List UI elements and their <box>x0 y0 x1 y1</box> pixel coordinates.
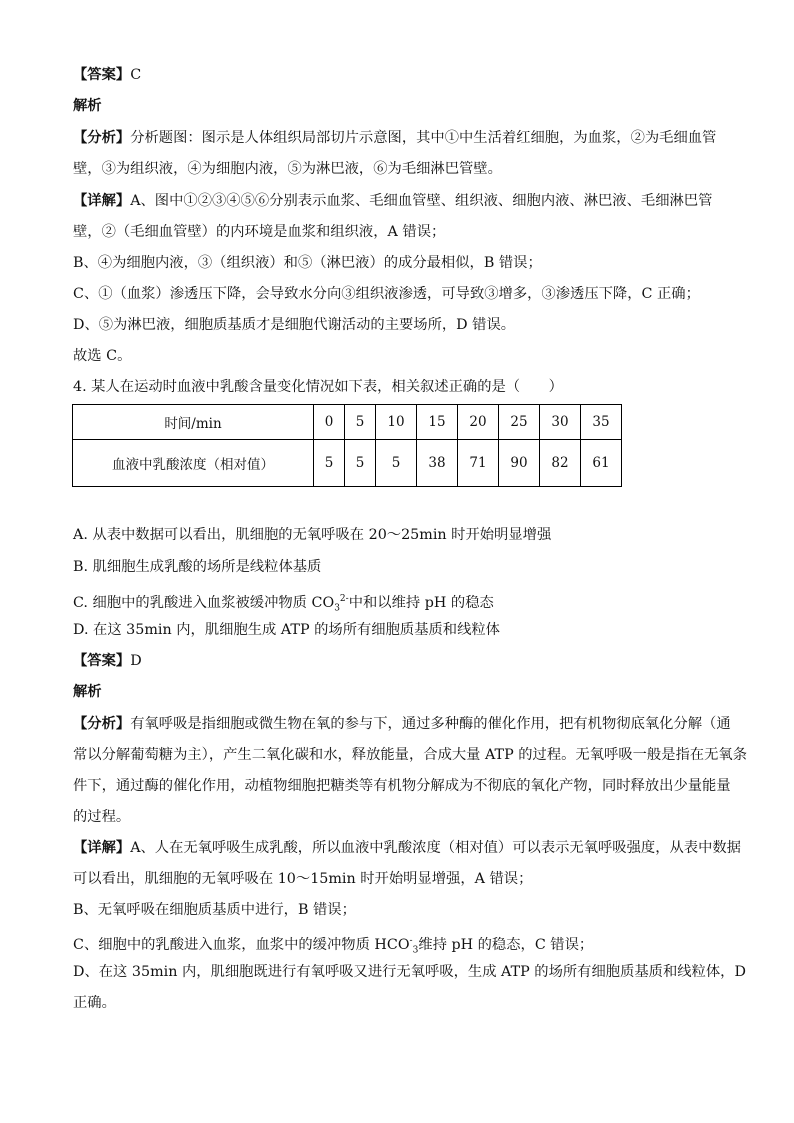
explain-c-text-end: 维持 pH 的稳态，C 错误； <box>418 936 594 953</box>
xiangjie-text: A、人在无氧呼吸生成乳酸，所以血液中乳酸浓度（相对值）可以表示无氧呼吸强度，从表中数据 <box>130 840 741 856</box>
fenxi-tag: 【分析】 <box>73 716 131 732</box>
option-c-subscript: 3 <box>334 603 340 614</box>
table-cell: 5 <box>314 440 345 487</box>
table-row-time <box>73 405 622 440</box>
fenxi-line2-q4: 常以分解葡萄糖为主），产生二氧化碳和水，释放能量，合成大量 ATP 的过程。无氧呼吸一般是指在无氧条 <box>73 747 747 763</box>
explain-b-q3: B、④为细胞内液，③（组织液）和⑤（淋巴液）的成分最相似，B 错误； <box>73 255 542 271</box>
table-cell: 25 <box>499 405 540 440</box>
table-cell: 71 <box>458 440 499 487</box>
table-cell: 35 <box>581 405 622 440</box>
answer-line-q3 <box>73 65 723 85</box>
fenxi-text: 分析题图：图示是人体组织局部切片示意图，其中①中生活着红细胞，为血浆，②为毛细血管 <box>130 130 717 146</box>
option-a: A. 从表中数据可以看出，肌细胞的无氧呼吸在 20～25min 时开始明显增强 <box>73 527 552 543</box>
option-c-text-end: 中和以维持 pH 的稳态 <box>348 594 494 611</box>
answer-tag: 【答案】 <box>73 653 131 669</box>
option-d: D. 在这 35min 内，肌细胞生成 ATP 的场所有细胞质基质和线粒体 <box>73 622 500 638</box>
explain-c-text: C、细胞中的乳酸进入血浆，血浆中的缓冲物质 HCO <box>73 936 410 953</box>
table-header-time: 时间/min <box>73 405 314 440</box>
table-cell: 38 <box>417 440 458 487</box>
answer-value: D <box>130 653 142 669</box>
table-cell: 82 <box>540 440 581 487</box>
table-cell: 30 <box>540 405 581 440</box>
explain-d2-q4: 正确。 <box>73 995 116 1011</box>
table-row-lactate <box>73 440 622 487</box>
table-cell: 90 <box>499 440 540 487</box>
xiangjie-line2-q3: 壁，②（毛细血管壁）的内环境是血浆和组织液，A 错误； <box>73 224 446 240</box>
explain-d1-q4: D、在这 35min 内，肌细胞既进行有氧呼吸又进行无氧呼吸，生成 ATP 的场所有细胞质基质和线粒体，D <box>73 964 746 980</box>
table-cell: 5 <box>345 405 376 440</box>
explain-c-superscript: - <box>409 936 413 946</box>
explain-b-q4: B、无氧呼吸在细胞质基质中进行，B 错误； <box>73 902 356 918</box>
xiangjie-line1-q3 <box>73 191 723 211</box>
question-stem-q4: 4. 某人在运动时血液中乳酸含量变化情况如下表，相关叙述正确的是（ ） <box>73 379 563 395</box>
option-c-text: C. 细胞中的乳酸进入血浆被缓冲物质 CO <box>73 594 335 611</box>
fenxi-tag: 【分析】 <box>73 130 131 146</box>
xiangjie-tag: 【详解】 <box>73 193 131 209</box>
table-cell: 15 <box>417 405 458 440</box>
fenxi-line1-q4 <box>73 714 731 734</box>
fenxi-line4-q4: 的过程。 <box>73 809 131 825</box>
answer-tag: 【答案】 <box>73 67 131 83</box>
fenxi-text: 有氧呼吸是指细胞或微生物在氧的参与下，通过多种酶的催化作用，把有机物彻底氧化分解（通 <box>130 716 731 732</box>
analysis-heading-q3: 解析 <box>73 98 102 114</box>
option-b: B. 肌细胞生成乳酸的场所是线粒体基质 <box>73 559 322 575</box>
table-cell: 20 <box>458 405 499 440</box>
table-cell: 5 <box>376 440 417 487</box>
xiangjie-line1-q4 <box>73 838 741 858</box>
lactate-table <box>72 404 622 487</box>
option-c-superscript: 2- <box>339 594 349 604</box>
fenxi-line2-q3: 壁，③为组织液，④为细胞内液，⑤为淋巴液，⑥为毛细淋巴管壁。 <box>73 161 502 177</box>
xiangjie-line2-q4: 可以看出，肌细胞的无氧呼吸在 10～15min 时开始明显增强，A 错误； <box>73 871 533 887</box>
answer-line-q4 <box>73 651 723 671</box>
explain-d-q3: D、⑤为淋巴液，细胞质基质才是细胞代谢活动的主要场所，D 错误。 <box>73 317 516 333</box>
table-cell: 5 <box>345 440 376 487</box>
xiangjie-text: A、图中①②③④⑤⑥分别表示血浆、毛细血管壁、组织液、细胞内液、淋巴液、毛细淋巴管 <box>130 193 713 209</box>
xiangjie-tag: 【详解】 <box>73 840 131 856</box>
explain-c-subscript: 3 <box>412 945 419 956</box>
answer-value: C <box>130 67 142 83</box>
table-header-lactate: 血液中乳酸浓度（相对值） <box>73 440 314 487</box>
table-cell: 61 <box>581 440 622 487</box>
table-cell: 0 <box>314 405 345 440</box>
fenxi-line1-q3 <box>73 128 723 148</box>
explain-c-q3: C、①（血浆）渗透压下降，会导致水分向③组织液渗透，可导致③增多，③渗透压下降，C 正确； <box>73 286 700 302</box>
fenxi-line3-q4: 件下，通过酶的催化作用，动植物细胞把糖类等有机物分解成为不彻底的氧化产物，同时释放出少量能量 <box>73 778 731 794</box>
option-c <box>73 589 494 619</box>
explain-c-q4 <box>73 931 723 961</box>
conclusion-q3: 故选 C。 <box>73 348 132 364</box>
table-cell: 10 <box>376 405 417 440</box>
analysis-heading-q4: 解析 <box>73 684 102 700</box>
